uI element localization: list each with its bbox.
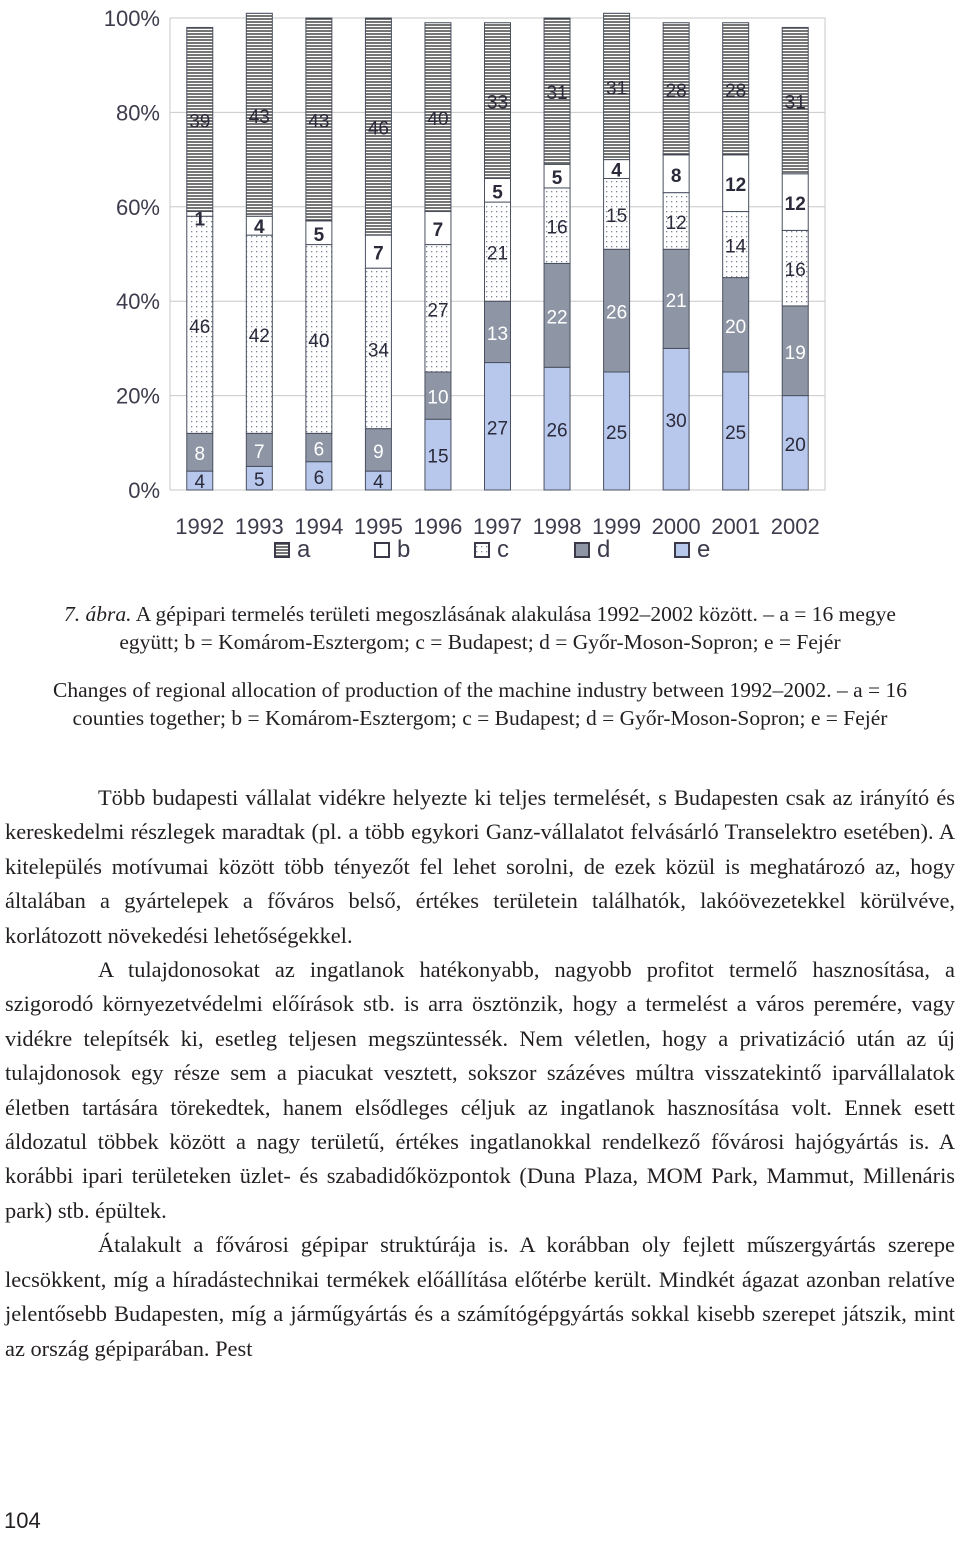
data-label-a: 43 [248, 106, 270, 128]
legend-swatch-c [475, 543, 489, 557]
data-label-b: 7 [432, 220, 444, 242]
data-label-d: 8 [194, 444, 206, 466]
stacked-bar-chart [90, 0, 860, 570]
data-label-c: 15 [606, 205, 628, 227]
data-label-c: 46 [189, 316, 211, 338]
body-text [5, 781, 955, 1366]
y-tick-label: 80% [115, 100, 160, 126]
data-label-b: 1 [194, 209, 206, 231]
data-label-a: 31 [784, 92, 806, 114]
data-label-b: 4 [254, 217, 265, 239]
x-tick-label: 2002 [770, 514, 820, 539]
legend-swatch-d [575, 543, 589, 557]
y-tick-label: 100% [103, 6, 160, 31]
data-label-e: 25 [725, 423, 747, 444]
data-label-e: 6 [313, 467, 325, 489]
legend-label-d: d [597, 536, 611, 563]
data-label-a: 40 [427, 109, 449, 131]
data-label-e: 26 [546, 420, 568, 442]
data-label-d: 7 [254, 441, 265, 463]
data-label-d: 21 [665, 290, 687, 312]
x-tick-label: 1996 [413, 514, 463, 539]
data-label-d: 6 [313, 439, 325, 461]
paragraph-2: A tulajdonosokat az ingatlanok hatékonyabb, nagyobb profitot termelő hasznosítása, a szigorodó környezetvédelmi előírások stb. is arra ösztönzik, hogy a termelést a város peremére, vagy vidékre telepítsék ki, esetleg teljesen megszüntessék. Nem véletlen, hogy a privatizáció után az új tulajdonosok egy része sem a piacukat vesztett, sokszor százéves múltra visszatekintő iparvállalatok életben tartására törekedtek, hanem elsődleges céljuk az ingatlanok hasznosítása volt. Ennek esett áldozatul többek között a nagy területű, értékes ingatlanokkal rendelkező fővárosi hajógyártás is. A korábbi ipari területeken üzlet- és szabadidőközpontok (Duna Plaza, MOM Park, Mammut, Millenáris park) stb. épültek. [5, 957, 955, 1223]
data-label-b: 5 [313, 224, 325, 246]
figure-caption-english [0, 676, 960, 732]
data-label-c: 27 [427, 300, 449, 322]
x-tick-label: 1998 [532, 514, 582, 539]
data-label-c: 40 [308, 330, 330, 352]
data-label-e: 4 [194, 472, 206, 493]
data-label-b: 4 [611, 160, 622, 182]
x-tick-label: 2000 [651, 514, 701, 539]
data-label-b: 12 [784, 194, 806, 216]
y-tick-label: 0% [128, 478, 160, 503]
data-label-d: 10 [427, 387, 449, 409]
data-label-b: 12 [725, 175, 747, 197]
y-tick-label: 60% [115, 194, 160, 220]
legend-label-a: a [297, 536, 311, 563]
caption-hu-line1: A gépipari termelés területi megoszlásának alakulása 1992–2002 között. – a = 16 megye [135, 602, 896, 626]
caption-en-line2: counties together; b = Komárom-Esztergom; c = Budapest; d = Győr-Moson-Sopron; e = Fejér [72, 706, 888, 730]
data-label-a: 28 [665, 80, 687, 102]
data-label-d: 22 [546, 307, 568, 329]
data-label-d: 9 [373, 441, 384, 463]
y-tick-label: 40% [115, 289, 160, 315]
data-label-c: 16 [784, 260, 806, 282]
figure-number: 7. ábra. [64, 602, 132, 626]
x-tick-label: 1995 [353, 514, 403, 539]
data-label-d: 13 [486, 323, 509, 345]
data-label-e: 25 [606, 423, 628, 444]
paragraph-1: Több budapesti vállalat vidékre helyezte ki teljes termelését, s Budapesten csak az irányító és kereskedelmi részlegek maradtak (pl. a több egykori Ganz-vállalatot felvásárló Transelektro esetében). A kitelepülés motívumai között több tényezőt fel lehet sorolni, de ezek közül is meghatározó az, hogy általában a gyártelepek a főváros belső, értékes területein találhatók, lakóövezetekkel körülvéve, korlátozott növekedési lehetőségekkel. [5, 785, 955, 948]
page-number: 104 [4, 1508, 41, 1533]
data-label-c: 34 [367, 340, 389, 362]
data-label-a: 33 [486, 92, 509, 114]
data-label-d: 19 [784, 342, 806, 364]
legend-swatch-e [675, 543, 689, 557]
chart-canvas [90, 0, 860, 570]
legend-swatch-b [375, 543, 389, 557]
legend-label-b: b [397, 536, 411, 563]
x-tick-label: 1994 [294, 514, 344, 539]
data-label-e: 30 [665, 411, 687, 433]
x-tick-label: 1999 [592, 514, 642, 539]
caption-en-line1: Changes of regional allocation of production of the machine industry between 1992–2002. – a = 16 [53, 678, 907, 702]
legend-label-e: e [697, 536, 711, 563]
data-label-a: 46 [367, 118, 389, 140]
data-label-b: 5 [551, 168, 563, 190]
data-label-b: 8 [670, 165, 682, 187]
x-tick-label: 1993 [234, 514, 284, 539]
data-label-a: 31 [546, 83, 568, 105]
data-label-e: 27 [486, 418, 509, 440]
data-label-d: 20 [725, 316, 747, 338]
data-label-a: 31 [606, 78, 628, 100]
paragraph-3: Átalakult a fővárosi gépipar struktúrája is. A korábban oly fejlett műszergyártás szerepe lecsökkent, míg a híradástechnikai termékek előállítása előtérbe került. Mindkét ágazat azonban relatíve jelentősebb Budapesten, míg a járműgyártás és a számítógépgyártás sokkal kisebb szerepet játszik, mint az ország gépiparában. Pest [5, 1232, 955, 1361]
x-tick-label: 1997 [473, 514, 522, 539]
data-label-a: 28 [725, 80, 747, 102]
data-label-e: 15 [427, 446, 449, 468]
data-label-a: 43 [308, 111, 330, 133]
data-label-c: 12 [665, 212, 687, 234]
data-label-e: 4 [373, 472, 384, 493]
y-tick-label: 20% [115, 383, 160, 409]
data-label-a: 39 [189, 111, 211, 133]
legend-label-c: c [497, 536, 509, 563]
data-label-c: 21 [486, 243, 509, 265]
caption-hu-line2: együtt; b = Komárom-Esztergom; c = Budapest; d = Győr-Moson-Sopron; e = Fejér [119, 630, 841, 654]
figure-caption-hungarian [0, 600, 960, 656]
x-tick-label: 2001 [711, 514, 761, 539]
data-label-c: 14 [725, 236, 747, 258]
data-label-c: 16 [546, 217, 568, 239]
data-label-d: 26 [606, 302, 628, 324]
legend-swatch-a [275, 543, 289, 557]
data-label-e: 5 [254, 470, 265, 492]
data-label-b: 7 [373, 243, 384, 265]
data-label-e: 20 [784, 434, 806, 456]
x-tick-label: 1992 [175, 514, 225, 539]
data-label-b: 5 [492, 182, 503, 204]
data-label-c: 42 [248, 326, 270, 348]
